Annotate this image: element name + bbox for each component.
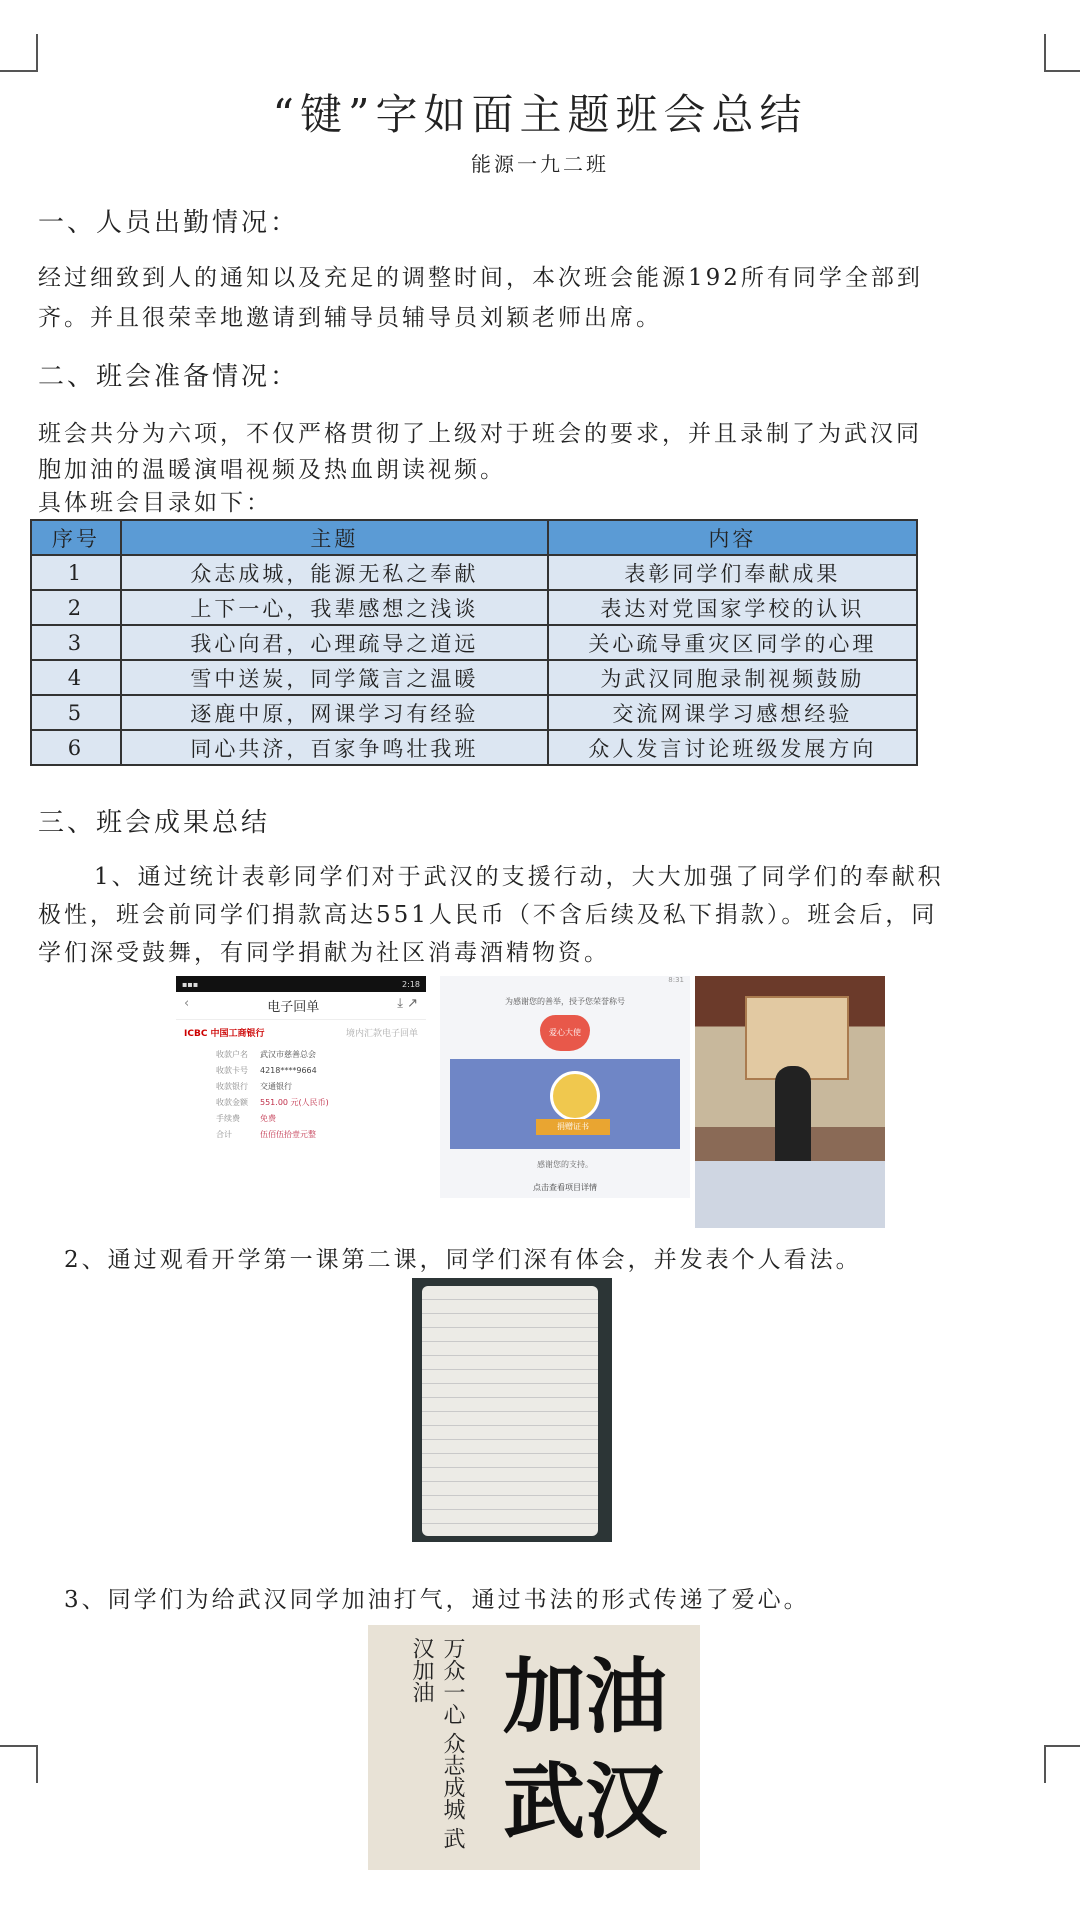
table-row [31,555,917,590]
table-row [31,590,917,625]
heart-badge: 爱心大使 [540,1015,590,1051]
cell-content: 关心疏导重灾区同学的心理 [548,625,917,660]
cell-content: 表达对党国家学校的认识 [548,590,917,625]
table-row [31,625,917,660]
cell-content: 表彰同学们奉献成果 [548,555,917,590]
donation-certificate-image [440,976,690,1198]
cell-content: 交流网课学习感想经验 [548,695,917,730]
results-item-2: 2、通过观看开学第一课第二课，同学们深有体会，并发表个人看法。 [64,1247,862,1273]
cell-index: 3 [31,625,121,660]
header-topic: 主题 [121,520,548,555]
receipt-field: 手续费 免费 [216,1114,276,1123]
receipt-field: 收款银行 交通银行 [216,1082,292,1091]
corner-mark [0,34,38,72]
cell-topic: 众志成城，能源无私之奉献 [121,555,548,590]
calligraphy-side-text: 万众一心 众志成城 武汉加油 [409,1637,465,1849]
preparation-paragraph [38,416,1038,518]
text-line: 胞加油的温暖演唱视频及热血朗读视频。 [38,457,506,483]
status-time: 2:18 [402,979,420,989]
download-share-icon: ⤓ ↗ [397,996,418,1011]
text-line: 齐。并且很荣幸地邀请到辅导员辅导员刘颖老师出席。 [38,305,662,331]
header-content: 内容 [548,520,917,555]
status-time: 8:31 [668,976,684,984]
text-line: 学们深受鼓舞，有同学捐献为社区消毒酒精物资。 [38,940,610,966]
donation-receipt-image [176,976,426,1198]
status-bar: ▪▪▪ 2:18 [176,976,426,992]
section-heading-attendance: 一、人员出勤情况： [38,208,300,238]
text-line: 班会共分为六项，不仅严格贯彻了上级对于班会的要求，并且录制了为武汉同 [38,421,922,447]
cell-index: 6 [31,730,121,765]
project-details-link: 点击查看项目详情 [533,1183,597,1192]
medal-icon [550,1071,600,1121]
cell-index: 5 [31,695,121,730]
header-index: 序号 [31,520,121,555]
text-line: 极性，班会前同学们捐款高达551人民币（不含后续及私下捐款）。班会后，同 [38,902,938,928]
cell-index: 4 [31,660,121,695]
cell-topic: 逐鹿中原，网课学习有经验 [121,695,548,730]
table-header-row [31,520,917,555]
receipt-type: 境内汇款电子回单 [345,1029,418,1039]
cell-index: 1 [31,555,121,590]
person-figure [775,1066,811,1176]
cell-topic: 同心共济，百家争鸣壮我班 [121,730,548,765]
attendance-paragraph [38,258,1038,338]
corner-mark [0,1745,38,1783]
table-row [31,660,917,695]
donation-photo [695,976,885,1228]
cell-index: 2 [31,590,121,625]
receipt-field: 收款金额 551.00 元(人民币) [216,1098,329,1107]
corner-mark [1044,1745,1080,1783]
certificate-ribbon: 捐赠证书 [536,1119,610,1135]
cell-content: 为武汉同胞录制视频鼓励 [548,660,917,695]
cell-topic: 我心向君，心理疏导之道远 [121,625,548,660]
receipt-field: 合计 伍佰伍拾壹元整 [216,1130,316,1139]
results-item-1 [38,858,1038,972]
thanks-text: 感谢您的支持。 [537,1160,593,1169]
cell-topic: 上下一心，我辈感想之浅谈 [121,590,548,625]
calligraphy-photo [368,1625,700,1870]
receipt-title: 电子回单 [267,1000,320,1015]
results-item-3: 3、同学们为给武汉同学加油打气，通过书法的形式传递了爱心。 [64,1587,810,1613]
text-line: 经过细致到人的通知以及充足的调整时间，本次班会能源192所有同学全部到 [38,265,923,291]
cell-topic: 雪中送炭，同学箴言之温暖 [121,660,548,695]
page-title: “键”字如面主题班会总结 [272,90,808,139]
notebook-photo [412,1278,612,1542]
certificate-card [450,1059,680,1149]
section-heading-results: 三、班会成果总结 [38,808,271,838]
table-row [31,730,917,765]
receipt-field: 收款卡号 4218****9664 [216,1066,317,1075]
certificate-banner: 为感谢您的善举，授予您荣誉称号 [505,997,625,1006]
table-intro: 具体班会目录如下： [38,490,272,516]
corner-mark [1044,34,1080,72]
bank-logo: ICBC 中国工商银行 [184,1029,265,1039]
back-icon: ‹ [184,996,190,1011]
section-heading-preparation: 二、班会准备情况： [38,362,300,392]
calligraphy-main-text: 加油 武汉 [502,1649,667,1850]
class-name: 能源一九二班 [471,152,609,176]
text-line: 1、通过统计表彰同学们对于武汉的支援行动，大大加强了同学们的奉献积 [94,864,944,890]
receipt-field: 收款户名 武汉市慈善总会 [216,1050,316,1059]
agenda-table [30,519,918,766]
table-row [31,695,917,730]
cell-content: 众人发言讨论班级发展方向 [548,730,917,765]
